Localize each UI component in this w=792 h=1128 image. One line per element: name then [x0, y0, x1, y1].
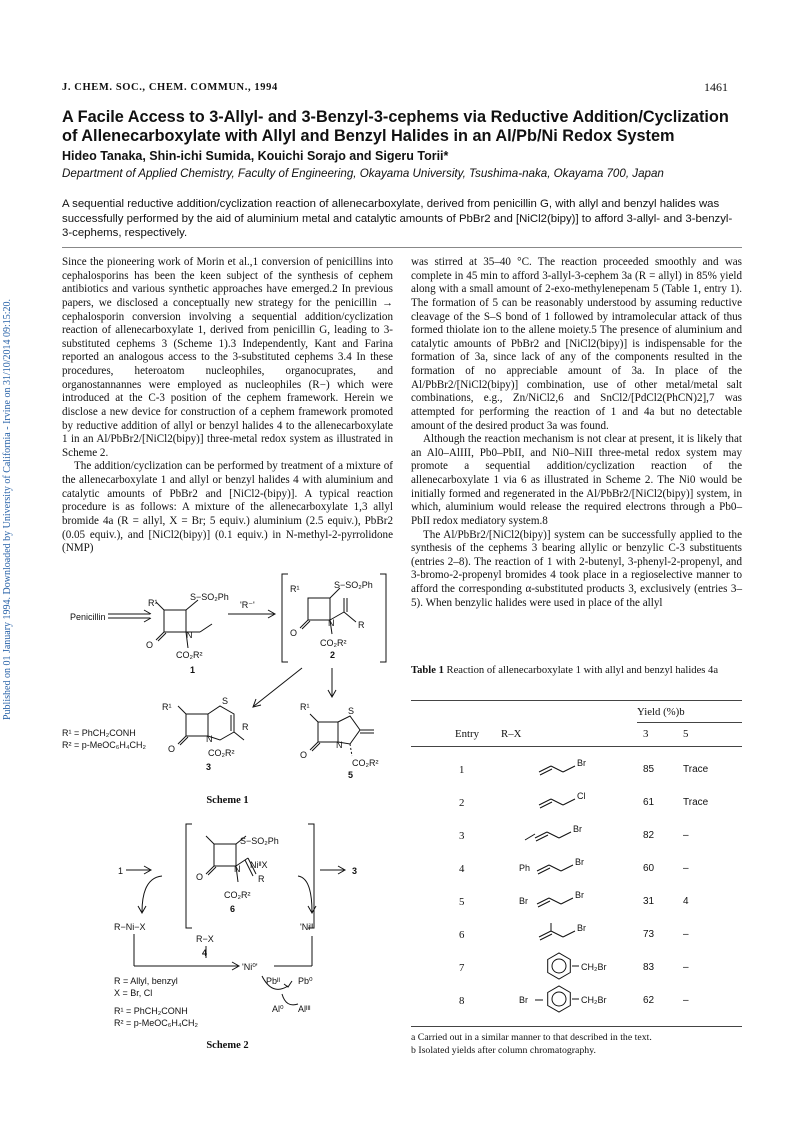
- co2r2-label: CO₂R²: [208, 748, 235, 758]
- yield-5-value: –: [683, 929, 689, 940]
- yield-5-value: –: [683, 962, 689, 973]
- scheme-2-caption: Scheme 2: [206, 1040, 249, 1051]
- pb0-label: Pb⁰: [298, 976, 313, 986]
- table-entry-number: 5: [459, 896, 465, 908]
- halide-structure: [499, 851, 629, 881]
- r-ni-x-label: R−Ni−X: [114, 922, 146, 932]
- r-x-label: R−X: [196, 934, 214, 944]
- nix-label: NiᴵᴵX: [250, 860, 268, 870]
- journal-header: J. CHEM. SOC., CHEM. COMMUN., 1994: [62, 82, 278, 93]
- halide-prefix: Br: [519, 896, 528, 906]
- yield-3-value: 61: [643, 797, 655, 808]
- yield-3-value: 85: [643, 764, 655, 775]
- yield-3-value: 83: [643, 962, 655, 973]
- footnote-a: a Carried out in a similar manner to that described in the text.: [411, 1032, 652, 1043]
- n-label: N: [328, 618, 335, 628]
- col-5-header: 5: [683, 728, 689, 740]
- table-footnotes: [411, 1031, 742, 1057]
- pb2-label: Pbᴵᴵ: [266, 976, 281, 986]
- table-entry-number: 6: [459, 929, 465, 941]
- halide-structure: [499, 884, 629, 914]
- n-label: N: [234, 864, 241, 874]
- right-column-text: [411, 256, 742, 610]
- scheme-1-caption: Scheme 1: [206, 795, 249, 806]
- article-authors: Hideo Tanaka, Shin-ichi Sumida, Kouichi Sorajo and Sigeru Torii*: [62, 149, 449, 163]
- o-label: O: [168, 744, 176, 754]
- scheme-1-figure: [62, 558, 393, 783]
- footnote-b: b Isolated yields after column chromatography.: [411, 1045, 596, 1056]
- s-label: S: [222, 696, 229, 706]
- co2r2-label: CO₂R²: [352, 758, 379, 768]
- s-so2ph-label: S−SO₂Ph: [240, 836, 279, 846]
- left-column-text: [62, 256, 393, 556]
- halide-structure: [499, 785, 629, 815]
- halide-leaving-group: Br: [577, 923, 586, 933]
- table-title: [411, 664, 742, 677]
- download-watermark: [2, 40, 16, 720]
- yield-3-value: 31: [643, 896, 655, 907]
- col-rx-header: R–X: [501, 728, 522, 740]
- r1-label: R¹: [290, 584, 300, 594]
- paragraph: Although the reaction mechanism is not clear at present, it is likely that an Al0–AlIII, Pb0–PbII, and Ni0–NiII three-metal redox system may promote a sequential addition/cyclization reaction of the allenecarboxylate 1 via 6 as illustrated in Scheme 2. The Ni0 would be initially formed and regenerated in the Al/PbBr2/[NiCl2(bipy)] system, in which, aluminium would release the required electrons through a Pb0–PbII redox mediatory system.8: [411, 433, 742, 527]
- abstract-divider: [62, 247, 742, 248]
- co2r2-label: CO₂R²: [176, 650, 203, 660]
- yield-3-value: 73: [643, 929, 655, 940]
- halide-prefix: Br: [519, 995, 528, 1005]
- co2r2-label: CO₂R²: [224, 890, 251, 900]
- compound-1-label: 1: [118, 866, 124, 876]
- article-abstract: A sequential reductive addition/cyclization reaction of allenecarboxylate, derived from penicillin G, with allyl and benzyl halides was successfully performed by the aid of aluminium metal and catalytic amounts of PbBr2 and [NiCl2(bipy)] to afford 3-allyl- and 3-benzyl-3-cephems, respectively.: [62, 198, 733, 239]
- table-label: Table 1: [411, 665, 444, 676]
- col-3-header: 3: [643, 728, 649, 740]
- yield-5-value: –: [683, 830, 689, 841]
- r2-definition: R² = p-MeOC₆H₄CH₂: [114, 1018, 199, 1028]
- halide-leaving-group: CH₂Br: [581, 995, 607, 1005]
- table-entry-number: 8: [459, 995, 465, 1007]
- halide-structure: [499, 950, 629, 980]
- yield-3-value: 82: [643, 830, 655, 841]
- o-label: O: [290, 628, 298, 638]
- paragraph: The Al/PbBr2/[NiCl2(bipy)] system can be successfully applied to the synthesis of the cephems 3 bearing allylic or benzylic C-3 substituents (entries 2–8). The reaction of 1 with 2-butenyl, 3-phenyl-2-propenyl, and 3-bromo-2-propenyl bromides 4 took place in a regioselective manner to afford the corresponding α-substituted products 3, exclusively (entries 3–5). When benzylic halides were used in place of the allyl: [411, 528, 742, 609]
- halide-leaving-group: Br: [575, 857, 584, 867]
- compound-6-label: 6: [230, 904, 236, 914]
- ni0-label: 'Ni⁰': [242, 962, 258, 972]
- halide-structure: [499, 983, 629, 1013]
- col-entry-header: Entry: [455, 728, 479, 740]
- o-label: O: [196, 872, 204, 882]
- s-label: S: [348, 706, 355, 716]
- penicillin-label: Penicillin: [70, 612, 106, 622]
- paragraph: Since the pioneering work of Morin et al.,1 conversion of penicillins into cephalosporins has been the keen subject of the synthesis of cephem antibiotics and various synthetic approaches have emerged.2 In previous papers, we disclosed a conceptually new strategy for the penicillin → cephalosporin conversion involving a sequential addition/cyclization reaction of allenecarboxylate 1, derived from penicillin G, leading to 3-substituted cephems 3 (Scheme 1).3 Independently, Kant and Farina reported an analogous access to the 3-substituted cephems 3.4 In these procedures, heteroatom nucleophiles, organocuprates, and organostannannes were employed as nucleophiles (R−) which were introduced at the C-3 position of the cephem framework. Herein we disclose a new device for construction of a cephem framework promoted by reductive addition of allyl or benzyl halides 4 to the allenecarboxylate 1 in an Al/PbBr2/[NiCl2(bipy)] three-metal redox system as illustrated in Scheme 2.: [62, 256, 393, 459]
- halide-leaving-group: Br: [575, 890, 584, 900]
- al0-label: Al⁰: [272, 1004, 284, 1014]
- yield-3-value: 62: [643, 995, 655, 1006]
- download-note-text: Published on 01 January 1994. Downloaded by University of California - Irvine on 31/10/2014 09:15:20.: [2, 298, 13, 720]
- table-entry-number: 7: [459, 962, 465, 974]
- s-so2ph-label: S−SO₂Ph: [334, 580, 373, 590]
- o-label: O: [300, 750, 308, 760]
- yield-5-value: –: [683, 995, 689, 1006]
- yield-5-value: –: [683, 863, 689, 874]
- compound-4-label: 4: [202, 948, 208, 958]
- r-definition: R = Allyl, benzyl: [114, 976, 178, 986]
- halide-leaving-group: Br: [573, 824, 582, 834]
- r1-definition: R¹ = PhCH₂CONH: [114, 1006, 188, 1016]
- compound-2-label: 2: [330, 650, 336, 660]
- halide-structure: [499, 917, 629, 947]
- table-caption: Reaction of allenecarboxylate 1 with allyl and benzyl halides 4a: [446, 665, 719, 676]
- yield-5-value: Trace: [683, 764, 709, 775]
- r-label: R: [242, 722, 249, 732]
- paragraph: The addition/cyclization can be performed by treatment of a mixture of the allenecarboxylate 1 and allyl or benzyl halides 4 with aluminium and catalytic amounts of PbBr2 and [NiCl2-(bipy)]. A typical reaction procedure is as follows: A mixture of the allenecarboxylate 1,3 allyl bromide 4a (R = allyl, X = Br; 5 equiv.) aluminium (2.5 equiv.), PbBr2 (0.05 equiv.), and [NiCl2(bipy)] (0.1 equiv.) in N-methyl-2-pyrrolidone (NMP): [62, 460, 393, 555]
- al3-label: Alᴵᴵᴵ: [298, 1004, 311, 1014]
- r-label: R: [258, 874, 265, 884]
- table-entry-number: 3: [459, 830, 465, 842]
- co2r2-label: CO₂R²: [320, 638, 347, 648]
- compound-5-label: 5: [348, 770, 354, 780]
- halide-leaving-group: Br: [577, 758, 586, 768]
- r2-definition: R² = p-MeOC₆H₄CH₂: [62, 740, 147, 750]
- n-label: N: [186, 630, 193, 640]
- yield-5-value: Trace: [683, 797, 709, 808]
- r1-label: R¹: [148, 598, 158, 608]
- halide-leaving-group: Cl: [577, 791, 586, 801]
- halide-structure: [499, 818, 629, 848]
- s-so2ph-label: S−SO₂Ph: [190, 592, 229, 602]
- n-label: N: [336, 740, 343, 750]
- scheme-2-figure: [62, 816, 393, 1038]
- halide-prefix: Ph: [519, 863, 531, 873]
- compound-3-label: 3: [206, 762, 212, 772]
- r1-label: R¹: [162, 702, 172, 712]
- page-number: 1461: [704, 80, 728, 94]
- yield-header: Yield (%)b: [637, 706, 685, 718]
- o-label: O: [146, 640, 154, 650]
- table-entry-number: 2: [459, 797, 465, 809]
- paragraph: was stirred at 35–40 °C. The reaction proceeded smoothly and was complete in 45 min to afford 3-allyl-3-cephem 3a (R = allyl) in 85% yield along with a small amount of 2-exo-methylenepenam 5 (Table 1, entry 1). The formation of 5 can be reasonably understood by assuming reductive cleavage of the S–S bond of 1 followed by intramolecular attack of thus formed thiolate ion to the allene moiety.5 The presence of aluminium and catalytic amounts of PbBr2 and [NiCl2(bipy)] is indispensable for the formation of 3a, since lack of any of the components resulted in the formation of no appreciable amount of 3a. In place of the Al/PbBr2/[NiCl2(bipy)] combination, use of other metal/metal salt combinations, e.g., Zn/NiCl2,6 and SnCl2/[PdCl2(PhCN)2],7 was attempted for performing the reaction of 1 and 4a but no detectable amount of the desired product 3a was found.: [411, 256, 742, 432]
- halide-leaving-group: CH₂Br: [581, 962, 607, 972]
- r1-definition: R¹ = PhCH₂CONH: [62, 728, 136, 738]
- table-entry-number: 1: [459, 764, 465, 776]
- article-affiliation: Department of Applied Chemistry, Faculty of Engineering, Okayama University, Tsushima-naka, Okayama 700, Japan: [62, 167, 664, 180]
- ni2-label: 'Niᴵᴵ': [300, 922, 315, 932]
- article-title: A Facile Access to 3-Allyl- and 3-Benzyl-3-cephems via Reductive Addition/Cyclization of Allenecarboxylate with Allyl and Benzyl Halides in an Al/Pb/Ni Redox System: [62, 108, 729, 145]
- r-label: R: [358, 620, 365, 630]
- n-label: N: [206, 734, 213, 744]
- r1-label: R¹: [300, 702, 310, 712]
- x-definition: X = Br, Cl: [114, 988, 153, 998]
- yield-5-value: 4: [683, 896, 689, 907]
- compound-1-label: 1: [190, 665, 196, 675]
- halide-structure: [499, 752, 629, 782]
- yield-3-value: 60: [643, 863, 655, 874]
- table-1: [411, 664, 742, 677]
- table-entry-number: 4: [459, 863, 465, 875]
- compound-3-label: 3: [352, 866, 358, 876]
- table-body: [411, 700, 742, 1060]
- r-minus-label: 'R⁻': [240, 600, 255, 610]
